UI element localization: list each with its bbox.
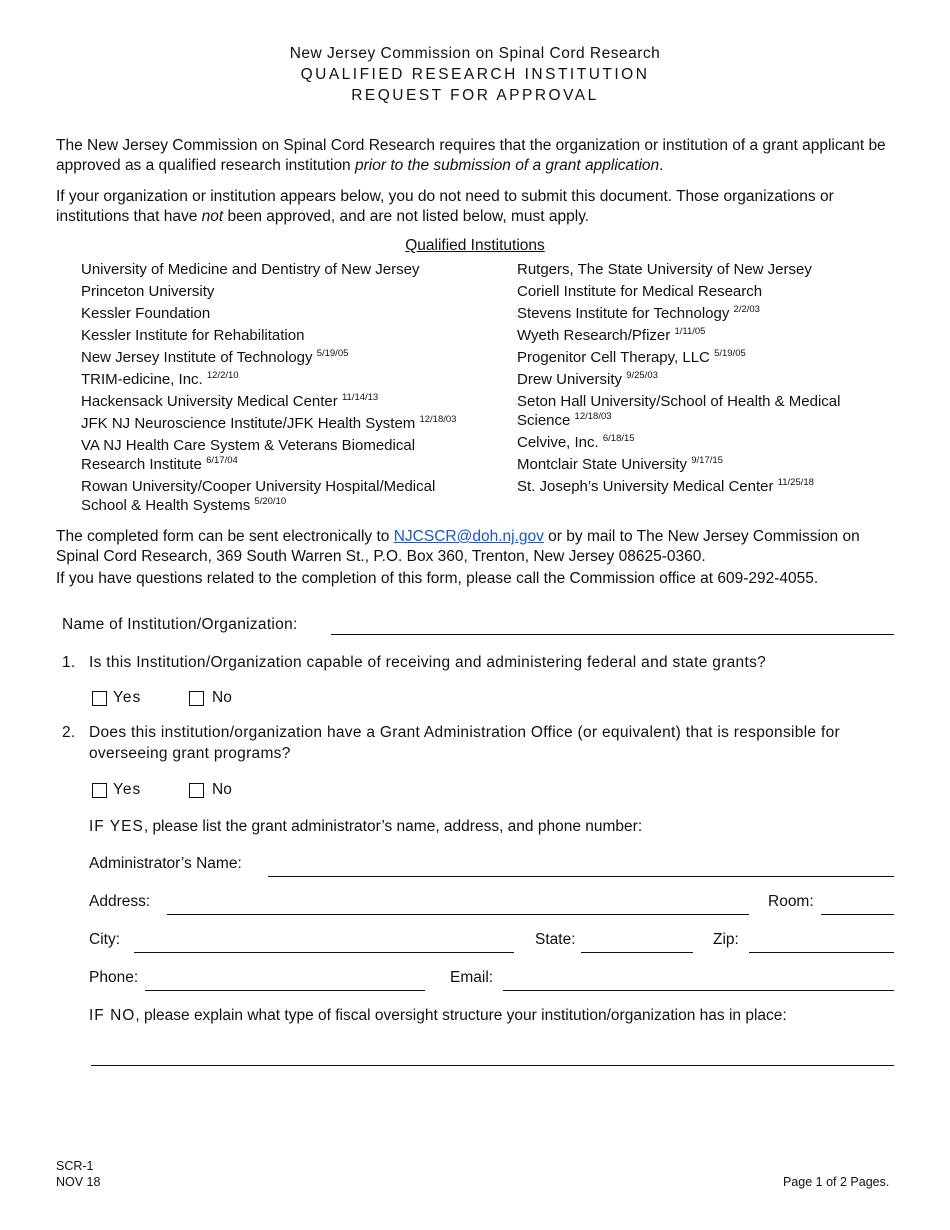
institution-item: Rowan University/Cooper University Hospital/Medical School & Health Systems $^{5/20/10}$ [81,478,436,514]
city-field[interactable] [134,952,514,953]
institution-item: Montclair State University $^{9/17/15}$ [517,455,723,473]
city-label: City: [89,931,120,948]
institution-item: Stevens Institute for Technology $^{2/2/03}$ [517,304,760,322]
institution-item: Hackensack University Medical Center $^{11/14/13}$ [81,392,379,410]
institution-item: Progenitor Cell Therapy, LLC $^{5/19/05}$ [517,348,746,366]
institution-name-field[interactable] [331,634,894,635]
address-field[interactable] [167,914,749,915]
institution-item: JFK NJ Neuroscience Institute/JFK Health System $^{12/18/03}$ [81,414,457,432]
institution-item: Coriell Institute for Medical Research [517,283,763,300]
institution-item: Kessler Institute for Rehabilitation [81,327,305,344]
email-label: Email: [450,969,494,986]
q1-no-label: No [212,689,232,706]
zip-label: Zip: [713,931,739,948]
q1-no-checkbox[interactable] [189,691,204,706]
email-link[interactable]: NJCSCR@doh.nj.gov [393,528,544,545]
institution-name-label: Name of Institution/Organization: [62,616,298,633]
header-form-title: QUALIFIED RESEARCH INSTITUTION [300,66,650,83]
administrator-name-field[interactable] [268,876,894,877]
header-commission-name: New Jersey Commission on Spinal Cord Research [289,45,661,62]
intro-paragraph-1: The New Jersey Commission on Spinal Cord Research requires that the organization or institution of a grant applicant be approved as a qualified research institution prior to the submission of a grant application. [56,137,886,174]
institution-item: Rutgers, The State University of New Jersey [517,261,812,278]
institution-item: Princeton University [81,283,215,300]
address-label: Address: [89,893,151,910]
q2-no-label: No [212,781,232,798]
institution-item: TRIM-edicine, Inc. $^{12/2/10}$ [81,370,239,388]
q1-yes-checkbox[interactable] [92,691,107,706]
question-1-number: 1. [62,654,76,671]
question-2-number: 2. [62,724,76,741]
institution-item: VA NJ Health Care System & Veterans Biomedical Research Institute $^{6/17/04}$ [81,437,416,473]
state-label: State: [535,931,576,948]
question-2-text: Does this institution/organization have a Grant Administration Office (or equivalent) that is responsible for overseeing grant programs? [89,724,840,762]
institution-item: St. Joseph’s University Medical Center $^{11/25/18}$ [517,477,814,495]
institution-item: Celvive, Inc. $^{6/18/15}$ [517,433,635,451]
phone-field[interactable] [145,990,425,991]
intro-paragraph-2: If your organization or institution appears below, you do not need to submit this document. Those organizations or institutions that have not been approved, and are not listed below, must apply. [56,188,834,225]
form-revision-date: NOV 18 [56,1175,101,1189]
email-field[interactable] [503,990,894,991]
state-field[interactable] [581,952,693,953]
institution-item: Kessler Foundation [81,305,211,322]
q2-yes-checkbox[interactable] [92,783,107,798]
qualified-institutions-heading: Qualified Institutions [405,237,545,254]
room-field[interactable] [821,914,894,915]
institution-item: Wyeth Research/Pfizer $^{1/11/05}$ [517,326,706,344]
institution-item: New Jersey Institute of Technology $^{5/19/05}$ [81,348,349,366]
fiscal-oversight-field[interactable] [91,1065,894,1066]
phone-label: Phone: [89,969,139,986]
if-no-instruction: IF NO, please explain what type of fiscal oversight structure your institution/organization has in place: [89,1007,787,1024]
administrator-name-label: Administrator’s Name: [89,855,242,872]
institution-item: Drew University $^{9/25/03}$ [517,370,658,388]
q2-no-checkbox[interactable] [189,783,204,798]
question-1-text: Is this Institution/Organization capable of receiving and administering federal and state grants? [89,654,767,671]
contact-paragraph: The completed form can be sent electronically to NJCSCR@doh.nj.gov or by mail to The New Jersey Commission on Spinal Cord Research, 369 South Warren St., P.O. Box 360, Trenton, New Jersey 08625-0360. [56,528,860,565]
questions-line: If you have questions related to the completion of this form, please call the Commission office at 609-292-4055. [56,570,819,587]
form-code: SCR-1 [56,1159,94,1173]
institution-item: University of Medicine and Dentistry of New Jersey [81,261,420,278]
q2-yes-label: Yes [113,781,142,798]
institution-item: Seton Hall University/School of Health & Medical Science $^{12/18/03}$ [517,393,841,429]
if-yes-instruction: IF YES, please list the grant administrator’s name, address, and phone number: [89,818,643,835]
room-label: Room: [768,893,814,910]
q1-yes-label: Yes [113,689,142,706]
header-form-subtitle: REQUEST FOR APPROVAL [351,87,599,104]
zip-field[interactable] [749,952,894,953]
page-number: Page 1 of 2 Pages. [783,1175,890,1189]
